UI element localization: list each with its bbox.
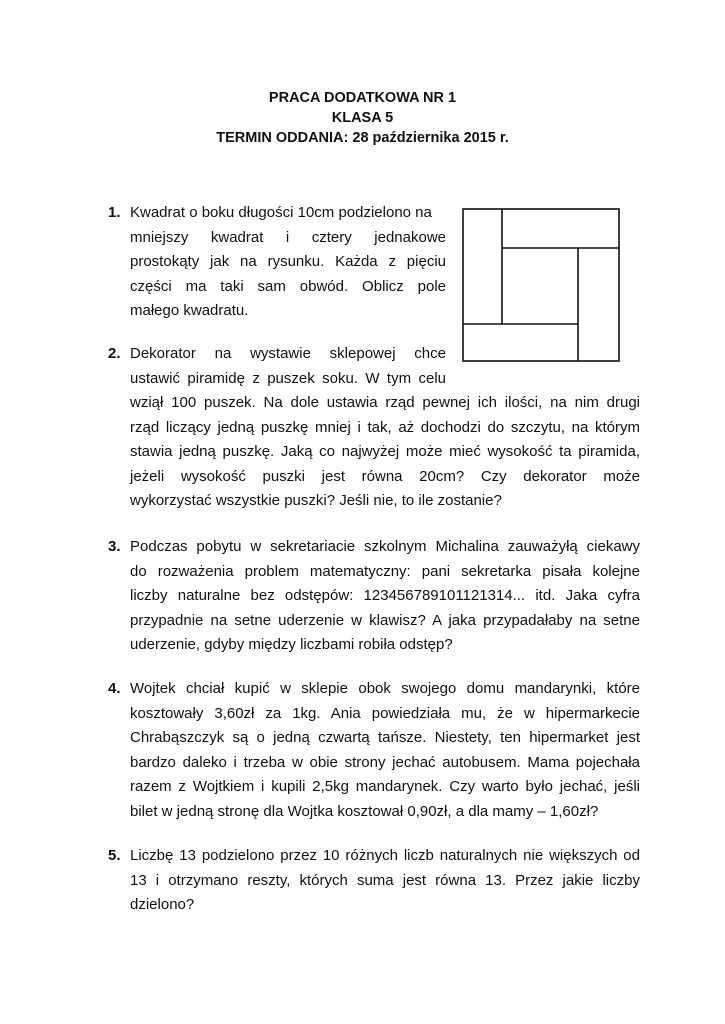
task-2 xyxy=(108,342,446,391)
task-text xyxy=(130,342,446,391)
task-line: uderzenie, gdyby między liczbami robiła odstęp? xyxy=(130,636,453,654)
task-line: dzielono? xyxy=(130,896,195,914)
outer-square xyxy=(463,209,619,361)
task-line: bardzo daleko i trzeba w obie strony jechać autobusem. Mama pojechała xyxy=(130,753,640,771)
task-1 xyxy=(108,201,446,324)
task-line: Dekorator na wystawie sklepowej chce xyxy=(130,345,446,362)
task-text xyxy=(130,201,446,324)
header-title: PRACA DODATKOWA NR 1 xyxy=(268,90,457,106)
task-text xyxy=(130,677,640,825)
task-line: małego kwadratu. xyxy=(130,302,249,320)
task-line: rząd liczący jedną puszkę mniej i tak, aż dochodzi do szczytu, na którym xyxy=(130,418,640,436)
task-line: 13 i otrzymano reszty, których suma jest równa 13. Przez jakie liczby xyxy=(130,871,640,889)
task-text xyxy=(130,844,640,918)
document-header xyxy=(0,88,725,148)
task-line: Wojtek chciał kupić w sklepie obok swojego domu mandarynki, które xyxy=(130,680,640,697)
header-deadline: TERMIN ODDANIA: 28 października 2015 r. xyxy=(216,130,509,146)
task-number: 2. xyxy=(108,345,121,362)
task-line: wziął 100 puszek. Na dole ustawia rząd pewnej ich ilości, na nim drugi xyxy=(130,394,640,411)
task-line: jeżeli wysokość puszki jest równa 20cm? Czy dekorator może xyxy=(130,467,640,485)
task-line: Liczbę 13 podzielono przez 10 różnych liczb naturalnych nie większych od xyxy=(130,847,640,864)
task-5 xyxy=(108,844,640,918)
task-2-continued xyxy=(130,391,640,514)
task-line: ustawić piramidę z puszek soku. W tym celu xyxy=(130,369,446,387)
task-line: liczby naturalne bez odstępów: 123456789101121314... itd. Jaka cyfra xyxy=(130,587,640,605)
task-line: prostokąty jak na rysunku. Każda z pięciu xyxy=(130,253,446,271)
square-division-figure xyxy=(462,208,620,362)
task-line: wykorzystać wszystkie puszki? Jeśli nie, to ile zostanie? xyxy=(130,492,502,510)
task-line: do rozważenia problem matematyczny: pani sekretarka pisała kolejne xyxy=(130,562,640,580)
task-line: przypadnie na setne uderzenie w klawisz? A jaka przypadałaby na setne xyxy=(130,611,640,629)
task-text xyxy=(130,391,640,514)
task-text xyxy=(130,535,640,658)
task-line: bilet w jedną stronę dla Wojtka kosztował 0,90zł, a dla mamy – 1,60zł? xyxy=(130,802,599,820)
task-number: 5. xyxy=(108,847,121,864)
task-line: Podczas pobytu w sekretariacie szkolnym Michalina zauważyłą ciekawy xyxy=(130,538,640,555)
header-class: KLASA 5 xyxy=(331,110,394,126)
task-line: stawia jedną puszkę. Jaką co najwyżej może mieć wysokość ta piramida, xyxy=(130,443,640,461)
task-line: Chrabąszczyk są o jedną czwartą tańsze. Niestety, ten hipermarket jest xyxy=(130,729,640,747)
task-number: 4. xyxy=(108,680,121,697)
task-line: razem z Wojtkiem i kupili 2,5kg mandarynek. Czy warto było jechać, jeśli xyxy=(130,778,640,796)
task-line: części ma taki sam obwód. Oblicz pole xyxy=(130,277,446,295)
task-4 xyxy=(108,677,640,825)
task-number: 1. xyxy=(108,204,121,221)
task-number: 3. xyxy=(108,538,121,555)
task-line: kosztowały 3,60zł za 1kg. Ania powiedziała mu, że w hipermarkecie xyxy=(130,704,640,722)
task-line: Kwadrat o boku długości 10cm podzielono na xyxy=(130,204,432,221)
task-3 xyxy=(108,535,640,658)
task-line: mniejszy kwadrat i cztery jednakowe xyxy=(130,228,446,246)
